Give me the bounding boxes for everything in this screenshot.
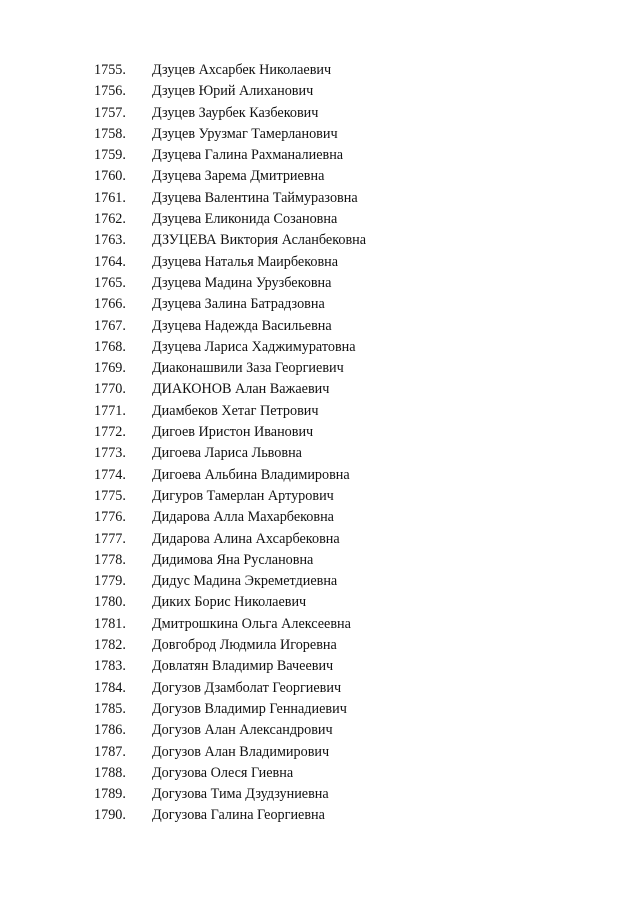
entry-number: 1788.: [94, 764, 126, 781]
entry-name: Диких Борис Николаевич: [152, 594, 307, 611]
entry-number: 1758.: [94, 125, 126, 142]
entry-number: 1776.: [94, 509, 126, 526]
entry-name: Догузов Владимир Геннадиевич: [152, 700, 347, 717]
list-item: [0, 784, 640, 805]
entry-number: 1772.: [94, 424, 126, 441]
entry-name: Довгоброд Людмила Игоревна: [152, 637, 337, 654]
entry-number: 1790.: [94, 807, 126, 824]
entry-name: Догузов Алан Александрович: [152, 722, 333, 739]
entry-name: Дзуцева Галина Рахманалиевна: [152, 147, 344, 164]
entry-number: 1786.: [94, 722, 126, 739]
entry-number: 1766.: [94, 296, 126, 313]
entry-name: Дзуцева Лариса Хаджимуратовна: [152, 338, 356, 355]
entry-name: Диаконашвили Заза Георгиевич: [152, 360, 344, 377]
list-item: [0, 209, 640, 230]
entry-number: 1787.: [94, 743, 126, 760]
entry-name: Догузова Галина Георгиевна: [152, 807, 325, 824]
entry-number: 1768.: [94, 338, 126, 355]
list-item: [0, 252, 640, 273]
list-item: [0, 656, 640, 677]
list-item: [0, 486, 640, 507]
list-item: [0, 294, 640, 315]
list-item: [0, 635, 640, 656]
entry-name: ДИАКОНОВ Алан Важаевич: [152, 381, 330, 398]
list-item: [0, 699, 640, 720]
list-item: [0, 273, 640, 294]
list-item: [0, 720, 640, 741]
entry-name: Дзуцев Юрий Алиханович: [152, 83, 314, 100]
entry-name: Дигуров Тамерлан Артурович: [152, 487, 334, 504]
entry-number: 1774.: [94, 466, 126, 483]
entry-number: 1762.: [94, 211, 126, 228]
entry-name: Дзуцева Залина Батрадзовна: [152, 296, 325, 313]
entry-name: Догузов Алан Владимирович: [152, 743, 330, 760]
list-item: [0, 103, 640, 124]
list-item: [0, 465, 640, 486]
entry-number: 1764.: [94, 253, 126, 270]
list-item: [0, 678, 640, 699]
list-item: [0, 81, 640, 102]
entry-name: Дидимова Яна Руслановна: [152, 551, 314, 568]
list-item: [0, 401, 640, 422]
entry-number: 1781.: [94, 615, 126, 632]
list-item: [0, 60, 640, 81]
entry-name: Дзуцева Наталья Маирбековна: [152, 253, 339, 270]
list-item: [0, 550, 640, 571]
entry-name: Дмитрошкина Ольга Алексеевна: [152, 615, 351, 632]
list-item: [0, 443, 640, 464]
entry-number: 1765.: [94, 274, 126, 291]
entry-name: Диамбеков Хетаг Петрович: [152, 402, 319, 419]
list-item: [0, 571, 640, 592]
entry-number: 1773.: [94, 445, 126, 462]
entry-number: 1760.: [94, 168, 126, 185]
entry-number: 1785.: [94, 700, 126, 717]
entry-name: Дигоева Лариса Львовна: [152, 445, 302, 462]
entry-name: Дидарова Алина Ахсарбековна: [152, 530, 340, 547]
entry-number: 1761.: [94, 189, 126, 206]
entry-name: Дзуцев Ахсарбек Николаевич: [152, 62, 332, 78]
list-item: [0, 592, 640, 613]
list-item: [0, 742, 640, 763]
entry-number: 1780.: [94, 594, 126, 611]
entry-number: 1778.: [94, 551, 126, 568]
list-item: [0, 805, 640, 826]
name-list: [0, 60, 640, 827]
entry-name: Дзуцев Урузмаг Тамерланович: [152, 125, 338, 142]
list-item: [0, 124, 640, 145]
entry-number: 1784.: [94, 679, 126, 696]
list-item: [0, 230, 640, 251]
entry-name: Дзуцева Валентина Таймуразовна: [152, 189, 358, 206]
entry-name: Догузов Дзамболат Георгиевич: [152, 679, 342, 696]
entry-number: 1771.: [94, 402, 126, 419]
entry-number: 1763.: [94, 232, 126, 249]
entry-name: Дзуцева Зарема Дмитриевна: [152, 168, 325, 185]
entry-number: 1777.: [94, 530, 126, 547]
list-item: [0, 422, 640, 443]
entry-number: 1770.: [94, 381, 126, 398]
list-item: [0, 166, 640, 187]
list-item: [0, 316, 640, 337]
entry-number: 1757.: [94, 104, 126, 121]
entry-number: 1789.: [94, 786, 126, 803]
entry-name: Дзуцев Заурбек Казбекович: [152, 104, 319, 121]
entry-name: Догузова Тима Дзудзуниевна: [152, 786, 329, 803]
list-item: [0, 145, 640, 166]
list-item: [0, 507, 640, 528]
entry-number: 1759.: [94, 147, 126, 164]
entry-number: 1755.: [94, 62, 126, 78]
list-item: [0, 379, 640, 400]
entry-number: 1767.: [94, 317, 126, 334]
list-item: [0, 358, 640, 379]
list-item: [0, 188, 640, 209]
entry-name: Дзуцева Надежда Васильевна: [152, 317, 332, 334]
entry-name: Дидарова Алла Махарбековна: [152, 509, 334, 526]
entry-name: Дзуцева Еликонида Созановна: [152, 211, 338, 228]
entry-number: 1769.: [94, 360, 126, 377]
entry-number: 1783.: [94, 658, 126, 675]
entry-name: Дзуцева Мадина Урузбековна: [152, 274, 332, 291]
entry-name: Дидус Мадина Экреметдиевна: [152, 573, 338, 590]
list-item: [0, 763, 640, 784]
entry-name: Догузова Олеся Гиевна: [152, 764, 294, 781]
entry-number: 1782.: [94, 637, 126, 654]
entry-number: 1779.: [94, 573, 126, 590]
list-item: [0, 337, 640, 358]
entry-number: 1775.: [94, 487, 126, 504]
entry-number: 1756.: [94, 83, 126, 100]
entry-name: Дигоева Альбина Владимировна: [152, 466, 350, 483]
entry-name: Довлатян Владимир Вачеевич: [152, 658, 334, 675]
entry-name: ДЗУЦЕВА Виктория Асланбековна: [152, 232, 367, 249]
entry-name: Дигоев Иристон Иванович: [152, 424, 314, 441]
list-item: [0, 529, 640, 550]
list-item: [0, 614, 640, 635]
